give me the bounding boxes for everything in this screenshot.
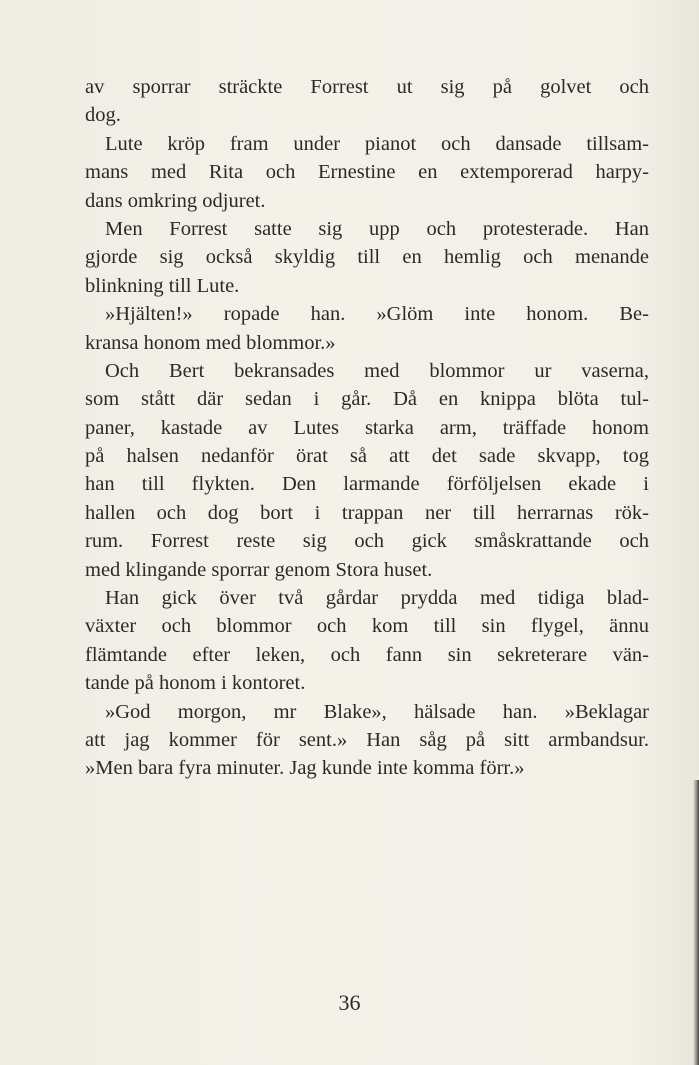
text-line: Men Forrest satte sig upp och protesterade. Han bbox=[105, 217, 649, 240]
text-line: »Hjälten!» ropade han. »Glöm inte honom. Be- bbox=[105, 303, 649, 326]
body-text bbox=[85, 73, 649, 783]
text-line: som stått där sedan i går. Då en knippa blöta tul- bbox=[85, 388, 649, 411]
text-line: »Men bara fyra minuter. Jag kunde inte komma förr.» bbox=[85, 757, 525, 780]
text-line: Han gick över två gårdar prydda med tidiga blad- bbox=[105, 587, 649, 610]
text-line: mans med Rita och Ernestine en extemporerad harpy- bbox=[85, 161, 649, 184]
text-line: gjorde sig också skyldig till en hemlig och menande bbox=[85, 246, 649, 269]
text-line: hallen och dog bort i trappan ner till herrarnas rök- bbox=[85, 501, 649, 524]
text-line: blinkning till Lute. bbox=[85, 274, 240, 297]
text-line: flämtande efter leken, och fann sin sekreterare vän- bbox=[85, 643, 649, 666]
text-line: dans omkring odjuret. bbox=[85, 189, 266, 212]
text-line: med klingande sporrar genom Stora huset. bbox=[85, 558, 433, 581]
text-line: dog. bbox=[85, 104, 121, 127]
text-line: han till flykten. Den larmande förföljelsen ekade i bbox=[85, 473, 649, 496]
text-line: kransa honom med blommor.» bbox=[85, 331, 336, 354]
text-line: på halsen nedanför örat så att det sade skvapp, tog bbox=[85, 445, 649, 468]
text-line: att jag kommer för sent.» Han såg på sitt armbandsur. bbox=[85, 728, 649, 751]
text-line: växter och blommor och kom till sin flygel, ännu bbox=[85, 615, 649, 638]
text-line: Lute kröp fram under pianot och dansade tillsam- bbox=[105, 132, 649, 155]
text-line: av sporrar sträckte Forrest ut sig på golvet och bbox=[85, 76, 649, 98]
text-line: Och Bert bekransades med blommor ur vaserna, bbox=[105, 359, 649, 382]
text-line: »God morgon, mr Blake», hälsade han. »Beklagar bbox=[105, 700, 649, 723]
text-line: tande på honom i kontoret. bbox=[85, 672, 306, 695]
text-line: paner, kastade av Lutes starka arm, träffade honom bbox=[85, 416, 649, 439]
text-line: rum. Forrest reste sig och gick småskrattande och bbox=[85, 530, 649, 553]
page-edge-shadow bbox=[693, 780, 699, 1065]
page-number: 36 bbox=[338, 990, 361, 1015]
